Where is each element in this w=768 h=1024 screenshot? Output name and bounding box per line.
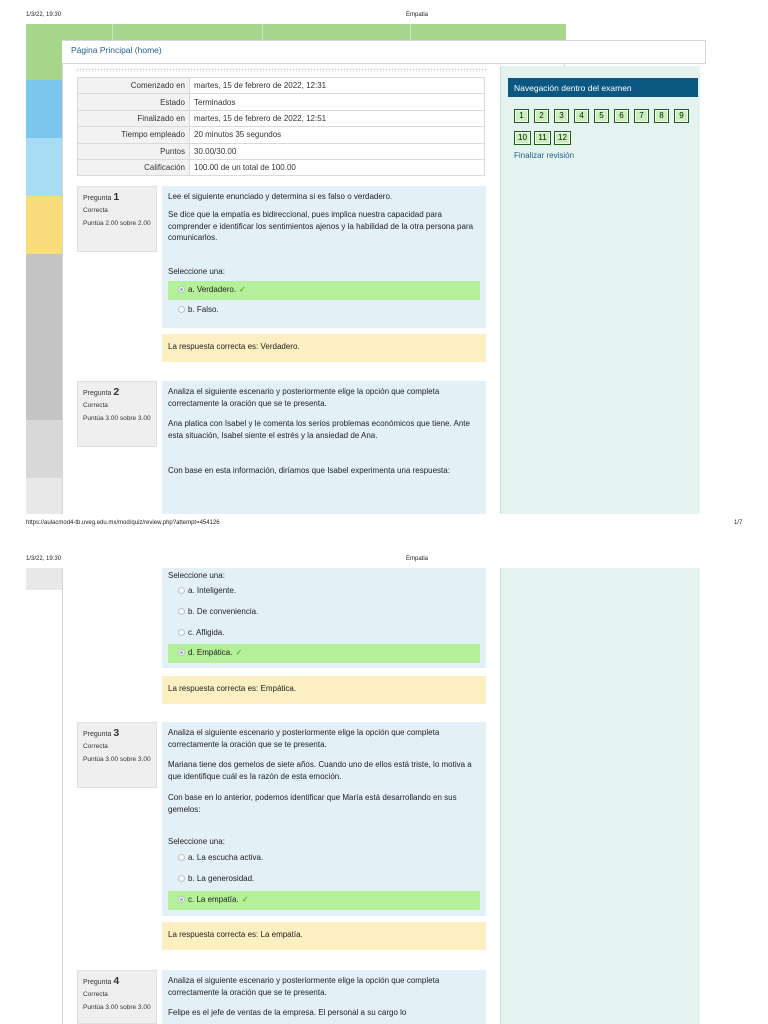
radio-icon[interactable] <box>178 306 185 313</box>
question-2-option-d[interactable]: d. Empática. ✓ <box>168 644 480 663</box>
nav-question-4[interactable]: 4 <box>574 109 589 123</box>
print-header-datetime: 1/3/22, 19:30 <box>26 12 62 18</box>
finish-review-link[interactable]: Finalizar revisión <box>514 151 575 160</box>
radio-icon[interactable] <box>178 587 185 594</box>
quiz-navigation-title: Navegación dentro del examen <box>508 78 698 97</box>
nav-question-5[interactable]: 5 <box>594 109 609 123</box>
select-one-label: Seleccione una: <box>168 571 225 580</box>
select-one-label: Seleccione una: <box>168 267 225 276</box>
question-points: Puntúa 3.00 sobre 3.00 <box>83 1003 151 1011</box>
radio-icon[interactable] <box>178 649 185 656</box>
nav-question-9[interactable]: 9 <box>674 109 689 123</box>
question-points: Puntúa 2.00 sobre 2.00 <box>83 219 151 227</box>
question-1-instruction: Lee el siguiente enunciado y determina si es falso o verdadero. <box>168 192 393 201</box>
radio-icon[interactable] <box>178 286 185 293</box>
left-strip-green <box>26 24 62 80</box>
question-2-feedback: La respuesta correcta es: Empática. <box>162 676 486 704</box>
question-2-content <box>162 381 486 514</box>
summary-row <box>78 94 485 110</box>
question-3-option-c[interactable]: c. La empatía. ✓ <box>168 891 480 910</box>
content-frame-border <box>62 568 63 1024</box>
question-3-prompt: Con base en lo anterior, podemos identificar que María está desarrollando en sus gemelos: <box>168 793 457 814</box>
question-4-instruction: Analiza el siguiente escenario y posteriormente elige la opción que completa correctamente la oración que se te presenta. <box>168 976 440 997</box>
radio-icon[interactable] <box>178 896 185 903</box>
left-strip-yellow <box>26 196 62 254</box>
question-3-instruction: Analiza el siguiente escenario y posteriormente elige la opción que completa correctamente la oración que se te presenta. <box>168 728 440 749</box>
question-2-options <box>162 568 486 668</box>
question-state: Correcta <box>83 991 108 999</box>
nav-question-6[interactable]: 6 <box>614 109 629 123</box>
question-points: Puntúa 3.00 sobre 3.00 <box>83 414 151 422</box>
question-2-option-b[interactable]: b. De conveniencia. <box>168 603 480 622</box>
summary-row <box>78 110 485 126</box>
check-icon: ✓ <box>235 648 243 657</box>
nav-question-10[interactable]: 10 <box>514 131 531 145</box>
summary-value: 100.00 de un total de 100.00 <box>190 159 485 175</box>
question-4-content <box>162 970 486 1024</box>
nav-question-1[interactable]: 1 <box>514 109 529 123</box>
nav-question-3[interactable]: 3 <box>554 109 569 123</box>
radio-icon[interactable] <box>178 875 185 882</box>
question-2-option-c[interactable]: c. Afligida. <box>168 624 480 643</box>
breadcrumb-border-right <box>705 40 706 64</box>
question-state: Correcta <box>83 207 108 215</box>
summary-row <box>78 78 485 94</box>
summary-value: martes, 15 de febrero de 2022, 12:51 <box>190 110 485 126</box>
dotted-divider <box>76 68 488 72</box>
question-2-scenario: Ana platica con Isabel y le comenta los serios problemas económicos que tiene. Ante esta situación, Isabel siente el estrés y la ansiedad de Ana. <box>168 419 470 440</box>
check-icon: ✓ <box>239 285 246 294</box>
radio-icon[interactable] <box>178 629 185 636</box>
nav-question-8[interactable]: 8 <box>654 109 669 123</box>
question-state: Correcta <box>83 402 108 410</box>
question-1-option-b[interactable]: b. Falso. <box>168 301 480 320</box>
nav-question-12[interactable]: 12 <box>554 131 571 145</box>
summary-row <box>78 127 485 143</box>
print-header-title: Empatia <box>406 12 429 18</box>
question-3-feedback: La respuesta correcta es: La empatía. <box>162 922 486 950</box>
question-2-info <box>77 381 157 447</box>
quiz-navigation-panel <box>500 568 700 1024</box>
question-2-option-a[interactable]: a. Inteligente. <box>168 582 480 601</box>
summary-label: Finalizado en <box>78 110 190 126</box>
question-3-scenario: Mariana tiene dos gemelos de siete años. Cuando uno de ellos está triste, lo motiva a que identifique cuál es la razón de esta emoción. <box>168 760 472 781</box>
question-4-info <box>77 970 157 1024</box>
left-strip-gray <box>26 254 62 420</box>
question-points: Puntúa 3.00 sobre 3.00 <box>83 755 151 763</box>
nav-question-11[interactable]: 11 <box>534 131 551 145</box>
question-3-info <box>77 722 157 788</box>
print-footer-page: 1/7 <box>734 520 743 526</box>
question-3-content <box>162 722 486 916</box>
question-1-option-a[interactable]: a. Verdadero. ✓ <box>168 281 480 300</box>
question-state: Correcta <box>83 743 108 751</box>
question-1-info <box>77 186 157 252</box>
question-2-prompt: Con base en esta información, diríamos que Isabel experimenta una respuesta: <box>168 466 450 475</box>
summary-value: 20 minutos 35 segundos <box>190 127 485 143</box>
summary-value: Terminados <box>190 94 485 110</box>
summary-label: Calificación <box>78 159 190 175</box>
attempt-summary-table <box>77 77 485 176</box>
check-icon: ✓ <box>241 895 249 904</box>
left-strip-palegray <box>26 568 62 590</box>
question-number: Pregunta 3 <box>83 727 120 739</box>
question-1-content <box>162 186 486 328</box>
left-strip-blue <box>26 80 62 138</box>
question-3-option-a[interactable]: a. La escucha activa. <box>168 849 480 868</box>
question-2-instruction: Analiza el siguiente escenario y posteriormente elige la opción que completa correctamente la oración que se te presenta. <box>168 387 440 408</box>
question-number: Pregunta 1 <box>83 191 120 203</box>
print-header-datetime: 1/3/22, 19:30 <box>26 556 62 562</box>
question-number: Pregunta 4 <box>83 975 120 987</box>
left-strip-palegray <box>26 478 62 514</box>
question-1-statement: Se dice que la empatía es bidireccional, pues implica nuestra capacidad para comprender e identificar los sentimientos ajenos y la habilidad de la otra persona para comunicarlos. <box>168 210 474 243</box>
breadcrumb-home-link[interactable]: Página Principal (home) <box>71 45 162 55</box>
summary-row <box>78 159 485 175</box>
summary-label: Puntos <box>78 143 190 159</box>
nav-question-2[interactable]: 2 <box>534 109 549 123</box>
print-footer-url: https://aulacmod4-tb.uveg.edu.mx/mod/quiz/review.php?attempt=454126 <box>26 520 220 526</box>
breadcrumb <box>62 40 706 64</box>
summary-label: Tiempo empleado <box>78 127 190 143</box>
question-1-feedback: La respuesta correcta es: Verdadero. <box>162 334 486 362</box>
summary-row <box>78 143 485 159</box>
question-3-option-b[interactable]: b. La generosidad. <box>168 870 480 889</box>
question-4-scenario: Felipe es el jefe de ventas de la empresa. El personal a su cargo lo <box>168 1008 407 1017</box>
nav-question-7[interactable]: 7 <box>634 109 649 123</box>
summary-label: Comenzado en <box>78 78 190 94</box>
select-one-label: Seleccione una: <box>168 837 225 846</box>
radio-icon[interactable] <box>178 854 185 861</box>
top-banner <box>62 24 566 40</box>
summary-value: 30.00/30.00 <box>190 143 485 159</box>
radio-icon[interactable] <box>178 608 185 615</box>
left-strip-lightblue <box>26 138 62 196</box>
print-header-title: Empatia <box>406 556 429 562</box>
question-number: Pregunta 2 <box>83 386 120 398</box>
summary-label: Estado <box>78 94 190 110</box>
left-strip-lightgray <box>26 420 62 478</box>
summary-value: martes, 15 de febrero de 2022, 12:31 <box>190 78 485 94</box>
